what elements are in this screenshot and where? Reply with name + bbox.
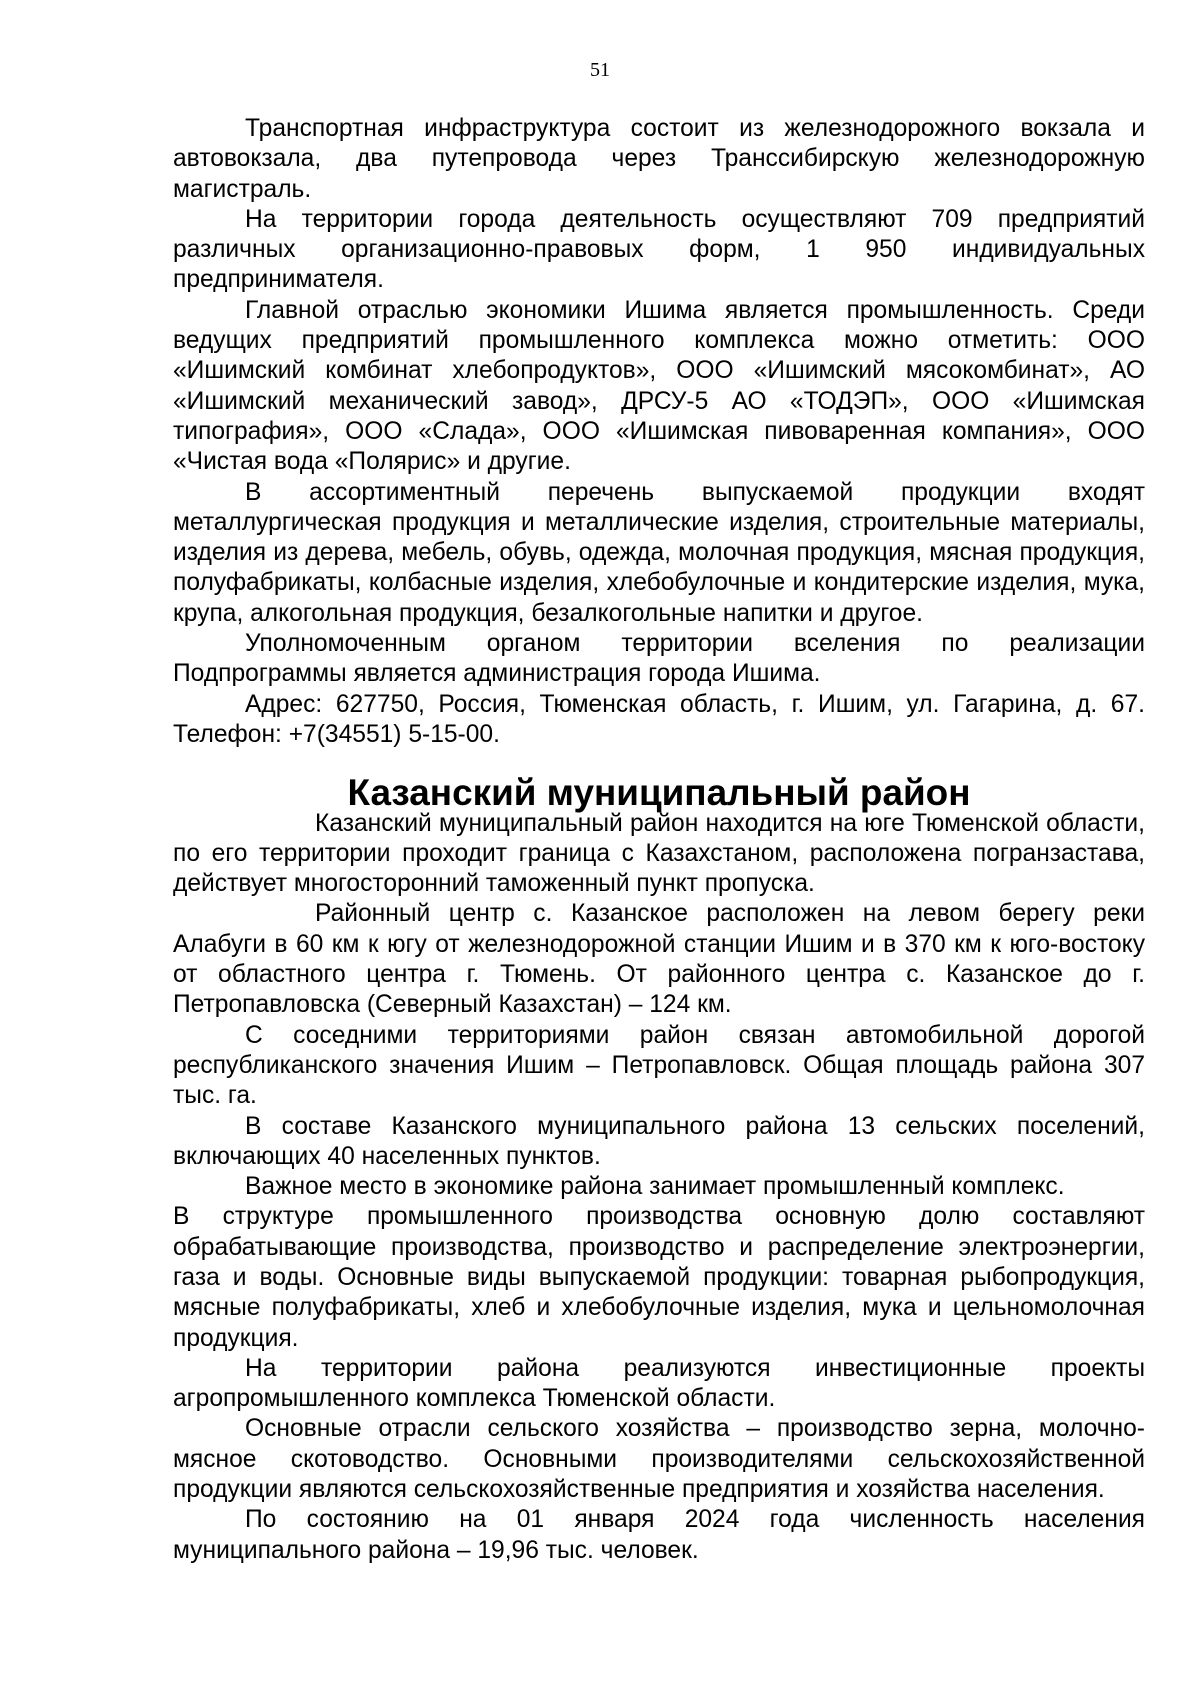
paragraph-investment-projects: На территории района реализуются инвестиционные проекты агропромышленного комплекса Тюменской области. — [173, 1354, 1145, 1413]
paragraph-industry-structure: В структуре промышленного производства основную долю составляют обрабатывающие производства, производство и распределение электроэнергии, газа и воды. Основные виды выпускаемой продукции: товарная рыбопродукция, мясные полуфабрикаты, хлеб и хлебобулочные изделия, мука и цельномолочная продукция. — [173, 1203, 1145, 1352]
paragraph-main-industry: Главной отраслью экономики Ишима является промышленность. Среди ведущих предприятий промышленного комплекса можно отметить: ООО «Ишимский комбинат хлебопродуктов», ООО «Ишимский мясокомбинат», АО «Ишимский механический завод», ДРСУ-5 АО «ТОДЭП», ООО «Ишимская типография», ООО «Слада», ООО «Ишимская пивоваренная компания», ООО «Чистая вода «Полярис» и другие. — [173, 296, 1145, 476]
paragraph-transport-infrastructure: Транспортная инфраструктура состоит из железнодорожного вокзала и автовокзала, два путепровода через Транссибирскую железнодорожную магистраль. — [173, 115, 1145, 203]
paragraph-agriculture: Основные отрасли сельского хозяйства – производство зерна, молочно-мясное скотоводство. Основными производителями сельскохозяйственной продукции являются сельскохозяйственные предприятия и хозяйства населения. — [173, 1415, 1145, 1504]
paragraph-product-range: В ассортиментный перечень выпускаемой продукции входят металлургическая продукция и металлические изделия, строительные материалы, изделия из дерева, мебель, обувь, одежда, молочная продукция, мясная продукция, полуфабрикаты, колбасные изделия, хлебобулочные и кондитерские изделия, мука, крупа, алкогольная продукция, безалкогольные напитки и другое. — [173, 478, 1145, 627]
paragraph-industrial-complex: Важное место в экономике района занимает промышленный комплекс. — [245, 1173, 1065, 1201]
paragraph-authorized-body: Уполномоченным органом территории вселения по реализации Подпрограммы является администрация города Ишима. — [173, 630, 1145, 688]
paragraph-enterprises-count: На территории города деятельность осуществляют 709 предприятий различных организационно-правовых форм, 1 950 индивидуальных предпринимателя. — [173, 205, 1145, 294]
paragraph-address: Адрес: 627750, Россия, Тюменская область, г. Ишим, ул. Гагарина, д. 67. Телефон: +7(34551) 5-15-00. — [173, 690, 1145, 748]
paragraph-settlements: В составе Казанского муниципального района 13 сельских поселений, включающих 40 населенных пунктов. — [173, 1112, 1145, 1170]
paragraph-district-location: Казанский муниципальный район находится на юге Тюменской области, по его территории проходит граница с Казахстаном, расположена погранзастава, действует многосторонний таможенный пункт пропуска. — [173, 809, 1145, 898]
section-title: Казанский муниципальный район — [347, 772, 971, 814]
document-body — [173, 114, 1145, 1566]
paragraph-roads-area: С соседними территориями район связан автомобильной дорогой республиканского значения Ишим – Петропавловск. Общая площадь района 307 тыс. га. — [173, 1021, 1145, 1110]
page-number: 51 — [590, 59, 610, 81]
paragraph-population: По состоянию на 01 января 2024 года численность населения муниципального района – 19,96 тыс. человек. — [173, 1506, 1145, 1564]
paragraph-district-center: Районный центр с. Казанское расположен на левом берегу реки Алабуги в 60 км к югу от железнодорожной станции Ишим и в 370 км к юго-востоку от областного центра г. Тюмень. От районного центра с. Казанское до г. Петропавловска (Северный Казахстан) – 124 км. — [173, 900, 1145, 1019]
